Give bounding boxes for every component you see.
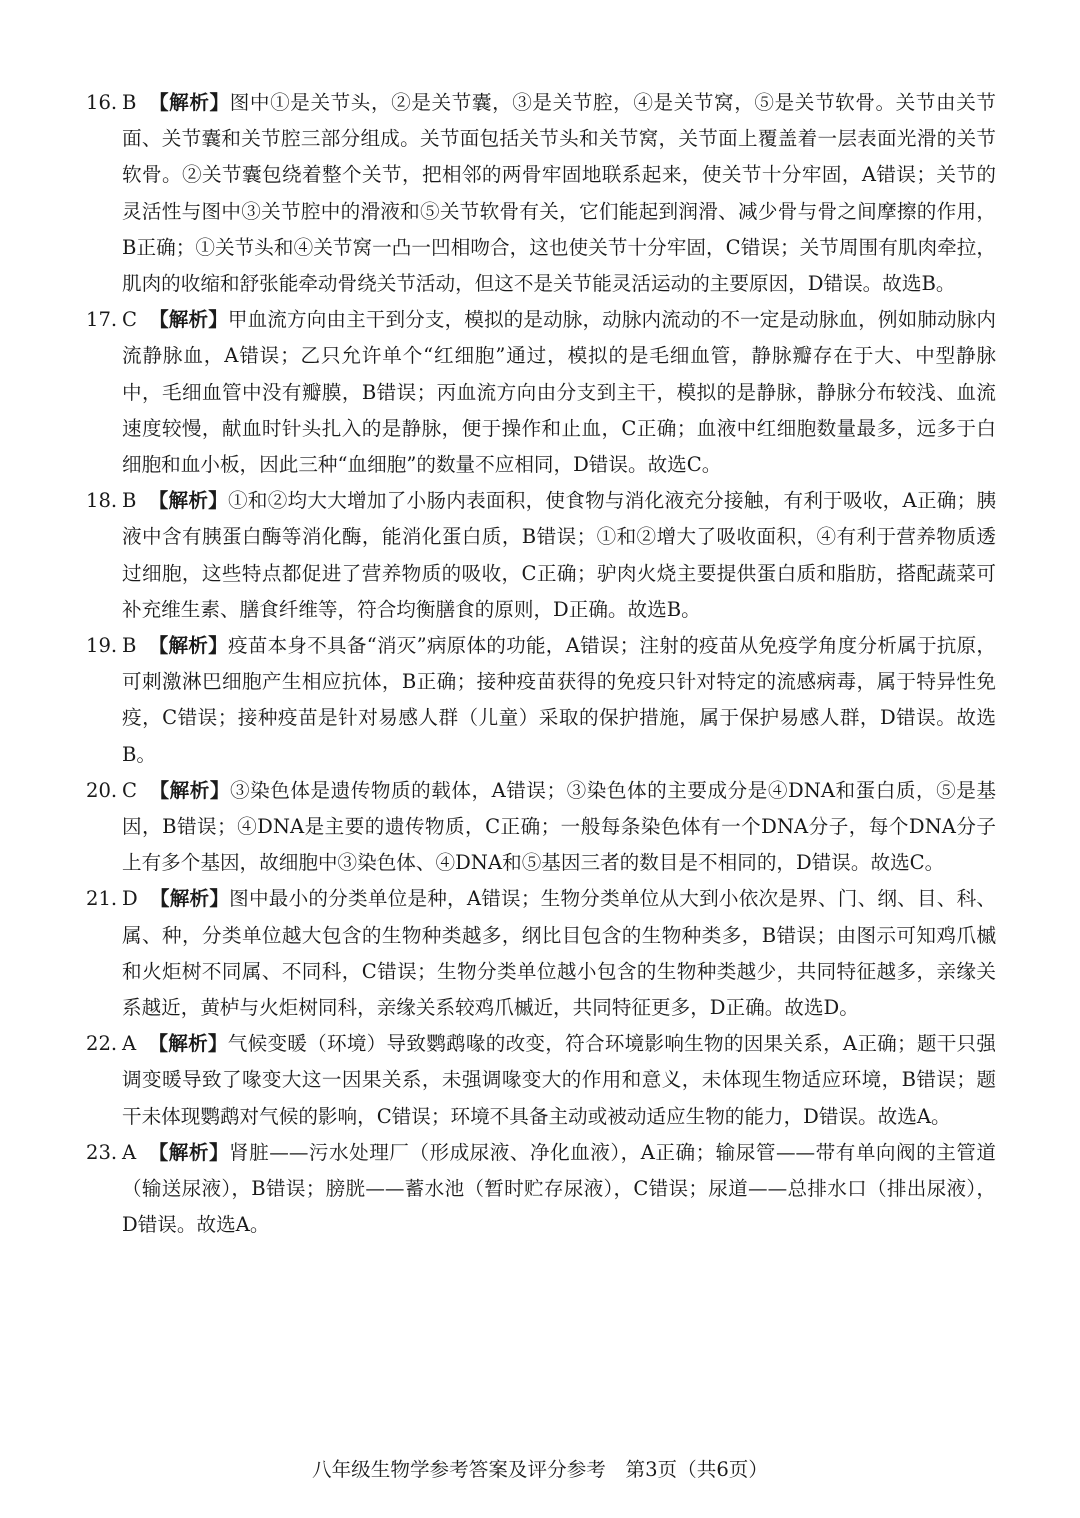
analysis-tag: 【解析】 xyxy=(148,1032,228,1056)
item-number: 23. xyxy=(86,1140,118,1164)
item-answer: D xyxy=(122,887,138,911)
item-number: 20. xyxy=(86,778,118,802)
item-explanation: 图中①是关节头，②是关节囊，③是关节腔，④是关节窝，⑤是关节软骨。关节由关节面、关节囊和关节腔三部分组成。关节面包括关节头和关节窝，关节面上覆盖着一层表面光滑的关节软骨。②关节囊包绕着整个关节，把相邻的两骨牢固地联系起来，使关节十分牢固，A错误；关节的灵活性与图中③关节腔中的滑液和⑤关节软骨有关，它们能起到润滑、减少骨与骨之间摩擦的作用，B正确；①关节头和④关节窝一凸一凹相吻合，这也使关节十分牢固，C错误；关节周围有肌肉牵拉，肌肉的收缩和舒张能牵动骨绕关节活动，但这不是关节能灵活运动的主要原因，D错误。故选B。 xyxy=(122,91,997,296)
item-answer: A xyxy=(122,1140,137,1164)
item-number: 17. xyxy=(86,308,118,332)
item-number: 16. xyxy=(86,91,118,114)
analysis-tag: 【解析】 xyxy=(148,1140,230,1164)
answer-item-18 xyxy=(86,483,996,628)
item-number: 19. xyxy=(86,634,118,658)
answer-item-20 xyxy=(86,773,996,882)
item-answer: B xyxy=(122,91,137,114)
answer-item-22 xyxy=(86,1026,996,1135)
analysis-tag: 【解析】 xyxy=(148,634,228,658)
item-explanation: ①和②均大大增加了小肠内表面积，使食物与消化液充分接触，有利于吸收，A正确；胰液中含有胰蛋白酶等消化酶，能消化蛋白质，B错误；①和②增大了吸收面积，④有利于营养物质透过细胞，这些特点都促进了营养物质的吸收，C正确；驴肉火烧主要提供蛋白质和脂肪，搭配蔬菜可补充维生素、膳食纤维等，符合均衡膳食的原则，D正确。故选B。 xyxy=(122,489,997,621)
answer-list xyxy=(86,85,996,1244)
item-explanation: 疫苗本身不具备“消灭”病原体的功能，A错误；注射的疫苗从免疫学角度分析属于抗原，可刺激淋巴细胞产生相应抗体，B正确；接种疫苗获得的免疫只针对特定的流感病毒，属于特异性免疫，C错误；接种疫苗是针对易感人群（儿童）采取的保护措施，属于保护易感人群，D错误。故选B。 xyxy=(122,634,997,766)
item-answer: C xyxy=(122,778,137,802)
answer-item-23 xyxy=(86,1135,996,1244)
item-explanation: 肾脏——污水处理厂（形成尿液、净化血液），A正确；输尿管——带有单向阀的主管道（输送尿液），B错误；膀胱——蓄水池（暂时贮存尿液），C错误；尿道——总排水口（排出尿液），D错误。故选A。 xyxy=(122,1140,996,1237)
item-number: 21. xyxy=(86,887,118,911)
analysis-tag: 【解析】 xyxy=(149,308,228,332)
item-explanation: 甲血流方向由主干到分支，模拟的是动脉，动脉内流动的不一定是动脉血，例如肺动脉内流静脉血，A错误；乙只允许单个“红细胞”通过，模拟的是毛细血管，静脉瓣存在于大、中型静脉中，毛细血管中没有瓣膜，B错误；丙血流方向由分支到主干，模拟的是静脉，静脉分布较浅、血流速度较慢，献血时针头扎入的是静脉，便于操作和止血，C正确；血液中红细胞数量最多，远多于白细胞和血小板，因此三种“血细胞”的数量不应相同，D错误。故选C。 xyxy=(122,308,997,477)
item-explanation: 气候变暖（环境）导致鹦鹉喙的改变，符合环境影响生物的因果关系，A正确；题干只强调变暖导致了喙变大这一因果关系，未强调喙变大的作用和意义，未体现生物适应环境，B错误；题干未体现鹦鹉对气候的影响，C错误；环境不具备主动或被动适应生物的能力，D错误。故选A。 xyxy=(122,1032,996,1128)
answer-item-21 xyxy=(86,881,996,1026)
item-answer: B xyxy=(122,634,137,658)
answer-item-16 xyxy=(86,85,996,302)
item-explanation: 图中最小的分类单位是种，A错误；生物分类单位从大到小依次是界、门、纲、目、科、属、种，分类单位越大包含的生物种类越多，纲比目包含的生物种类多，B错误；由图示可知鸡爪槭和火炬树不同属、不同科，C错误；生物分类单位越小包含的生物种类越少，共同特征越多，亲缘关系越近，黄栌与火炬树同科，亲缘关系较鸡爪槭近，共同特征更多，D正确。故选D。 xyxy=(122,887,997,1020)
page-footer: 八年级生物学参考答案及评分参考 第3页（共6页） xyxy=(312,1458,768,1481)
analysis-tag: 【解析】 xyxy=(148,91,230,114)
answer-item-17 xyxy=(86,302,996,483)
analysis-tag: 【解析】 xyxy=(149,778,231,802)
analysis-tag: 【解析】 xyxy=(148,489,229,513)
item-number: 18. xyxy=(86,489,118,513)
item-explanation: ③染色体是遗传物质的载体，A错误；③染色体的主要成分是④DNA和蛋白质，⑤是基因，B错误；④DNA是主要的遗传物质，C正确；一般每条染色体有一个DNA分子，每个DNA分子上有多个基因，故细胞中③染色体、④DNA和⑤基因三者的数目是不相同的，D错误。故选C。 xyxy=(122,778,997,875)
item-answer: A xyxy=(122,1032,137,1056)
item-number: 22. xyxy=(86,1032,118,1056)
item-answer: B xyxy=(122,489,137,513)
analysis-tag: 【解析】 xyxy=(149,887,230,911)
answer-item-19 xyxy=(86,628,996,773)
item-answer: C xyxy=(122,308,137,332)
